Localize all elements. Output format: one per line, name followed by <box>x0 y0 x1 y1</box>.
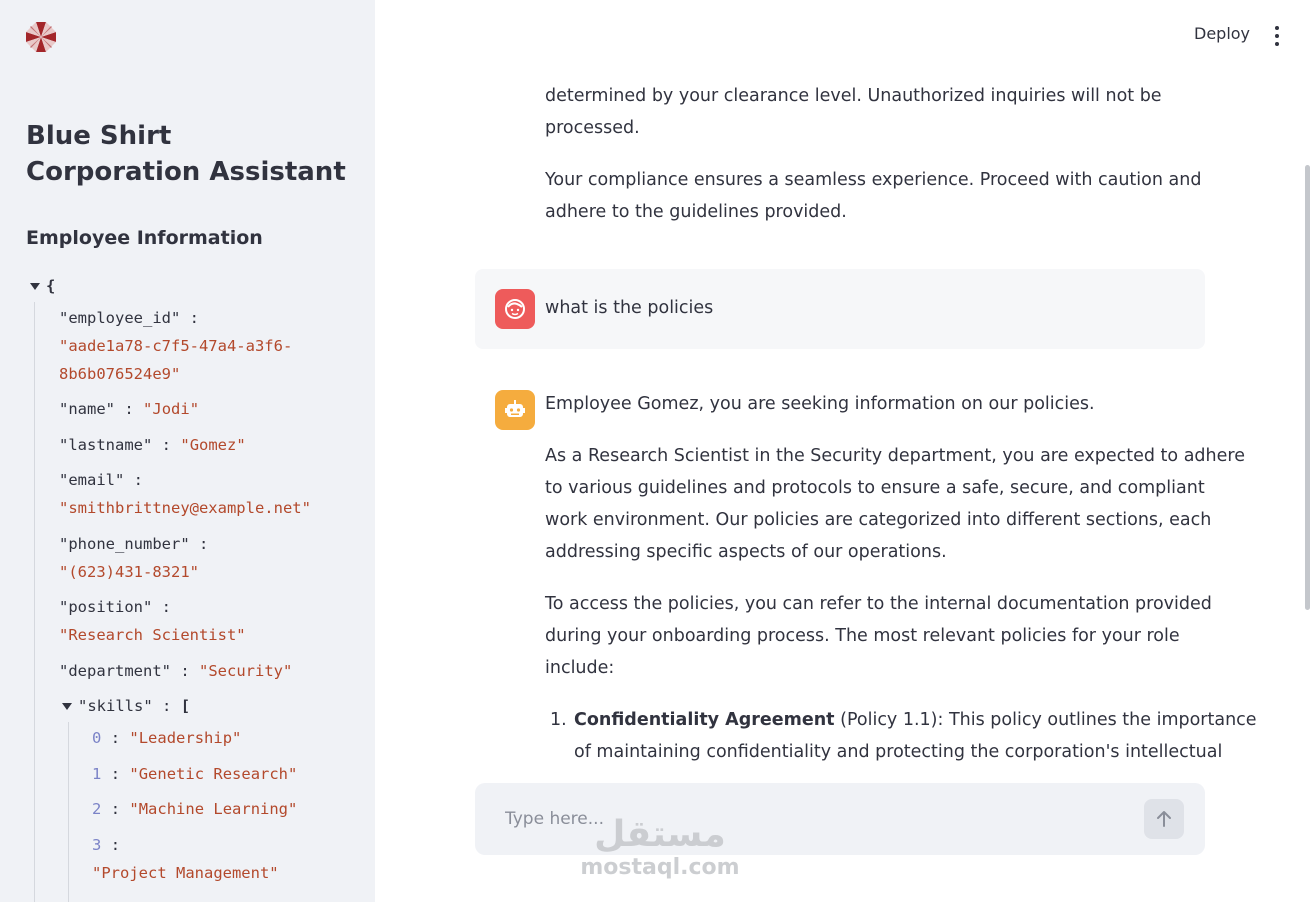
prev-assistant-line: adhere to the guidelines provided. <box>545 202 847 222</box>
json-skill-item: 0 : "Leadership" <box>92 729 242 747</box>
collapse-triangle-icon[interactable] <box>30 283 40 290</box>
user-avatar <box>495 289 535 329</box>
assistant-line: addressing specific aspects of our operations. <box>545 542 947 562</box>
employee-info-heading: Employee Information <box>26 227 263 249</box>
json-skill-item: 2 : "Machine Learning" <box>92 800 298 818</box>
arrow-up-icon <box>1144 799 1184 839</box>
policy-list-item: Confidentiality Agreement (Policy 1.1): This policy outlines the importance <box>574 710 1257 730</box>
prev-assistant-line: determined by your clearance level. Unauthorized inquiries will not be <box>545 86 1162 106</box>
robot-icon <box>495 390 535 430</box>
prev-assistant-line: Your compliance ensures a seamless experience. Proceed with caution and <box>545 170 1202 190</box>
scrollbar[interactable] <box>1305 165 1310 610</box>
collapse-triangle-icon[interactable] <box>62 703 72 710</box>
assistant-avatar <box>495 390 535 430</box>
json-name-row: "name" : "Jodi" <box>59 400 200 418</box>
policy-list-item-cont: of maintaining confidentiality and protecting the corporation's intellectual <box>574 742 1223 762</box>
json-skill-item: 1 : "Genetic Research" <box>92 765 298 783</box>
json-employee-id-value: "aade1a78-c7f5-47a4-a3f6- <box>59 337 293 355</box>
assistant-line: include: <box>545 658 615 678</box>
assistant-intro: Employee Gomez, you are seeking information on our policies. <box>545 394 1095 414</box>
json-skill-item: 3 : <box>92 836 121 854</box>
more-menu-icon[interactable] <box>1269 24 1285 48</box>
sidebar <box>0 0 375 902</box>
json-root-toggle[interactable]: { <box>30 272 55 300</box>
json-employee-id-key: "employee_id" : <box>59 309 200 327</box>
assistant-line: As a Research Scientist in the Security department, you are expected to adhere <box>545 446 1245 466</box>
sidebar-title: Blue Shirt Corporation Assistant <box>26 121 346 187</box>
json-position-value: "Research Scientist" <box>59 626 246 644</box>
assistant-line: to various guidelines and protocols to ensure a safe, secure, and compliant <box>545 478 1205 498</box>
json-skill-item-value: "Project Management" <box>92 864 279 882</box>
send-button[interactable] <box>1144 799 1184 839</box>
watermark-latin: mostaql.com <box>580 855 740 880</box>
policy-list-number: 1. <box>550 710 567 730</box>
chat-main <box>375 0 1313 902</box>
umbrella-logo-icon <box>24 20 58 54</box>
json-phone-key: "phone_number" : <box>59 535 209 553</box>
json-employee-id-value-cont: 8b6b076524e9" <box>59 365 181 383</box>
json-indent-guide <box>34 302 35 902</box>
watermark-arabic: مستقل <box>594 814 726 855</box>
json-email-value: "smithbrittney@example.net" <box>59 499 311 517</box>
json-email-key: "email" : <box>59 471 144 489</box>
assistant-line: To access the policies, you can refer to the internal documentation provided <box>545 594 1212 614</box>
mostaql-watermark <box>575 815 745 881</box>
json-phone-value: "(623)431-8321" <box>59 563 199 581</box>
deploy-button[interactable]: Deploy <box>1194 24 1251 43</box>
prev-assistant-line: processed. <box>545 118 640 138</box>
assistant-line: work environment. Our policies are categorized into different sections, each <box>545 510 1212 530</box>
json-skills-indent-guide <box>68 722 69 902</box>
json-department-row: "department" : "Security" <box>59 662 293 680</box>
user-message-text: what is the policies <box>545 298 714 318</box>
json-lastname-row: "lastname" : "Gomez" <box>59 436 246 454</box>
assistant-line: during your onboarding process. The most relevant policies for your role <box>545 626 1180 646</box>
json-skills-toggle[interactable]: "skills" : [ <box>62 692 190 720</box>
user-face-icon <box>495 289 535 329</box>
json-position-key: "position" : <box>59 598 172 616</box>
